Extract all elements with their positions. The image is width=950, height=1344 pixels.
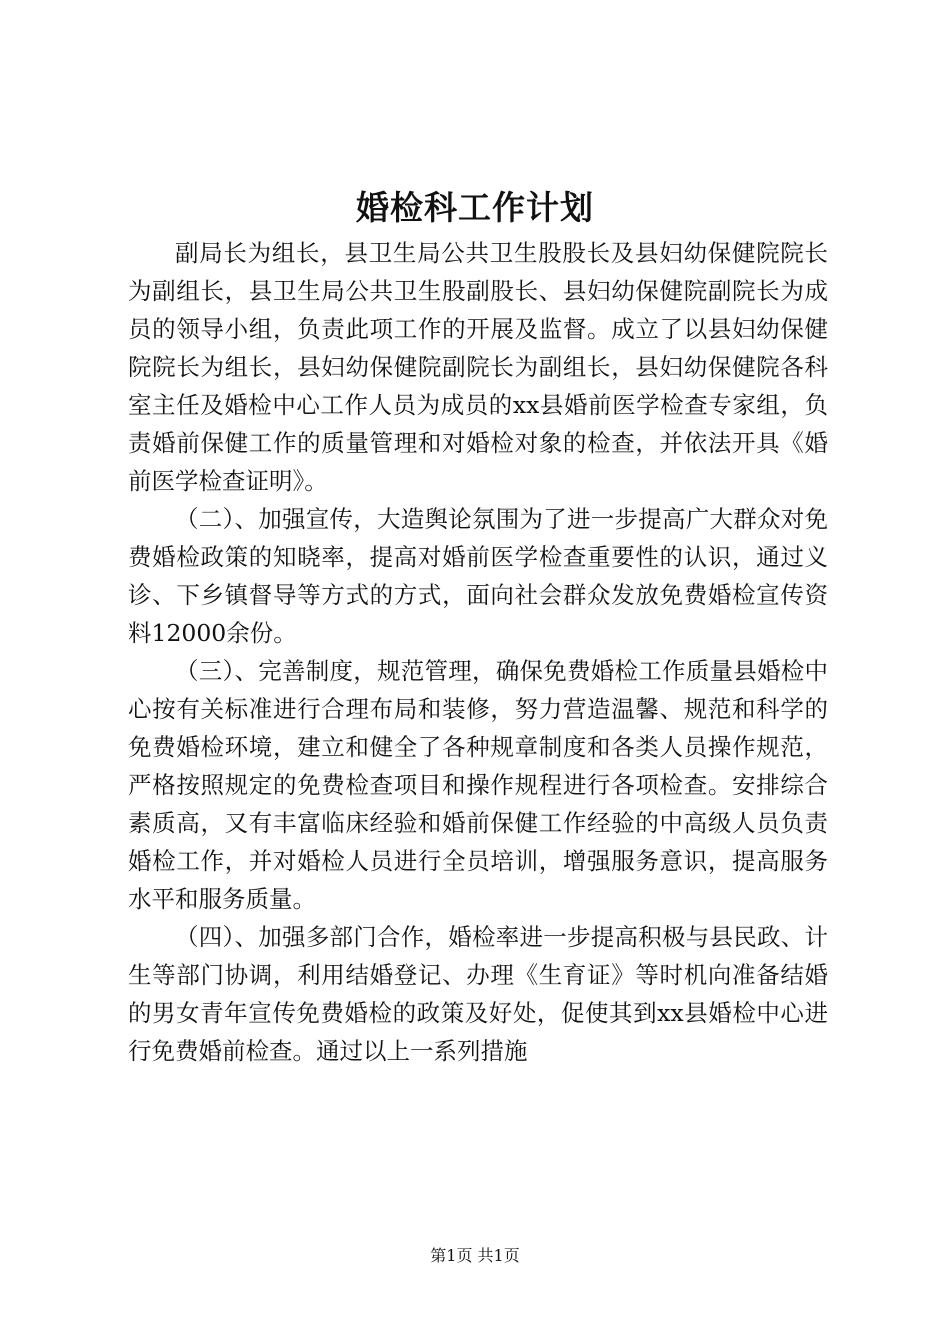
paragraph-1: 副局长为组长，县卫生局公共卫生股股长及县妇幼保健院院长为副组长，县卫生局公共卫生股副股长、县妇幼保健院副院长为成员的领导小组，负责此项工作的开展及监督。成立了以县妇幼保健院院长为组长，县妇幼保健院副院长为副组长，县妇幼保健院各科室主任及婚检中心工作人员为成员的xx县婚前医学检查专家组，负责婚前保健工作的质量管理和对婚检对象的检查，并依法开具《婚前医学检查证明》。 (128, 239, 828, 495)
paragraph-4: （四）、加强多部门合作，婚检率进一步提高积极与县民政、计生等部门协调，利用结婚登记、办理《生育证》等时机向准备结婚的男女青年宣传免费婚检的政策及好处，促使其到xx县婚检中心进行免费婚前检查。通过以上一系列措施 (128, 923, 828, 1065)
paragraph-2: （二）、加强宣传，大造舆论氛围为了进一步提高广大群众对免费婚检政策的知晓率，提高对婚前医学检查重要性的认识，通过义诊、下乡镇督导等方式的方式，面向社会群众发放免费婚检宣传资料12000余份。 (128, 505, 828, 647)
document-body (128, 234, 828, 1070)
document-title: 婚检科工作计划 (356, 188, 594, 227)
paragraph-3: （三）、完善制度，规范管理，确保免费婚检工作质量县婚检中心按有关标准进行合理布局和装修，努力营造温馨、规范和科学的免费婚检环境，建立和健全了各种规章制度和各类人员操作规范，严格按照规定的免费检查项目和操作规程进行各项检查。安排综合素质高，又有丰富临床经验和婚前保健工作经验的中高级人员负责婚检工作，并对婚检人员进行全员培训，增强服务意识，提高服务水平和服务质量。 (128, 657, 828, 913)
page-footer: 第1页 共1页 (430, 1246, 520, 1265)
